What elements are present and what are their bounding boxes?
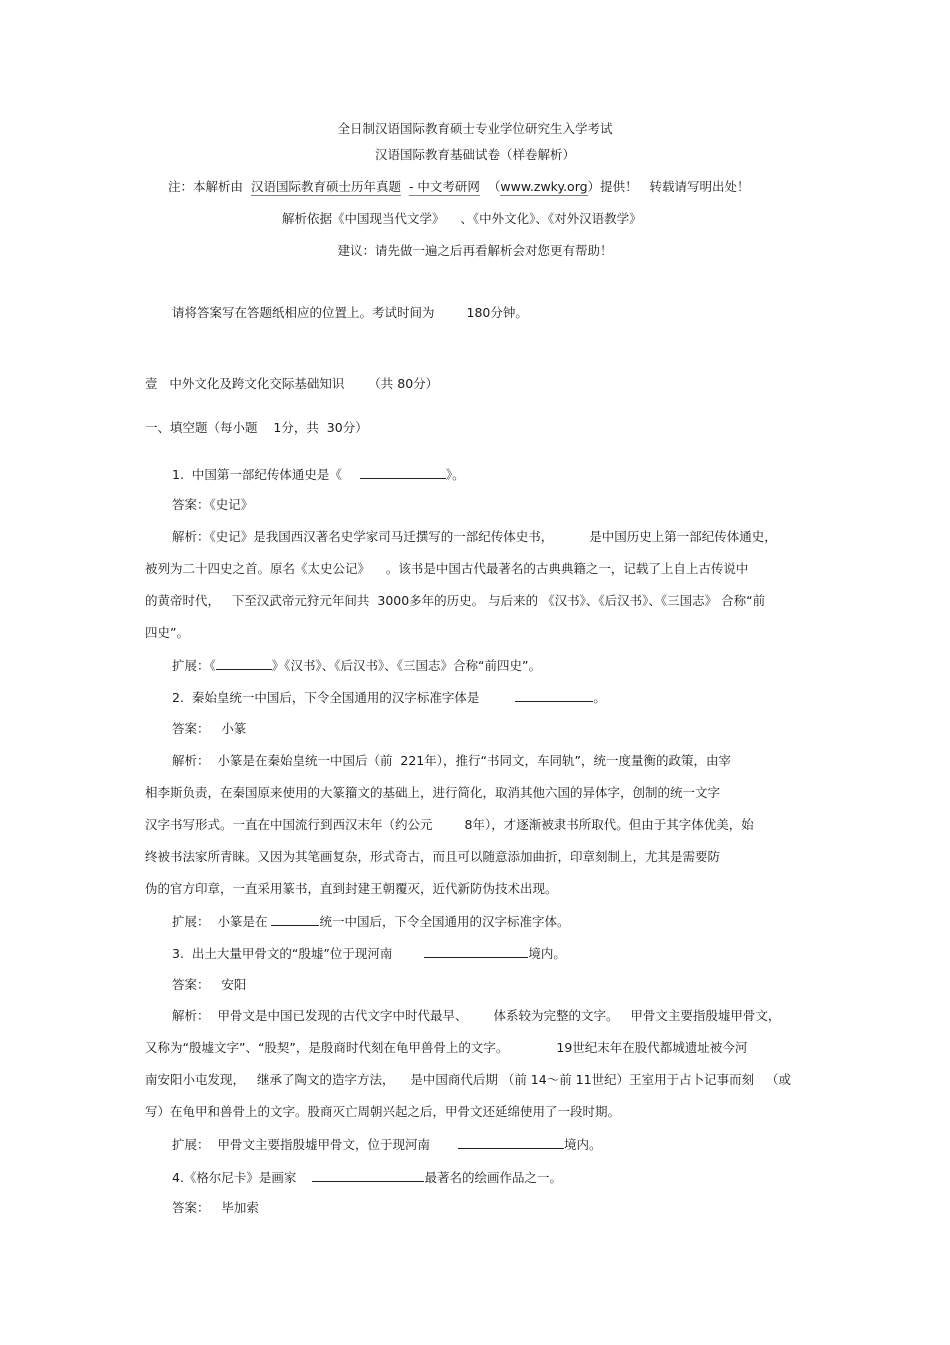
- question-3: [172, 945, 566, 962]
- past-exams-link[interactable]: 汉语国际教育硕士历年真题: [250, 179, 401, 194]
- answer-blank: [424, 945, 528, 958]
- answer-3: 答案： 安阳: [172, 977, 247, 992]
- part-title: 壹 中外文化及跨文化交际基础知识: [145, 376, 345, 391]
- answer-blank: [515, 689, 593, 702]
- explanation-text: 解析： 小篆是在秦始皇统一中国后（前: [172, 753, 393, 768]
- explanation-1-line-3: [145, 593, 765, 609]
- extension-2: [172, 913, 569, 930]
- explanation-1-line-4: 四史”。: [145, 625, 189, 640]
- question-4-text: 4.《格尔尼卡》是画家: [172, 1170, 297, 1185]
- explanation-1-line-2: [145, 561, 748, 577]
- extension-text: 扩展： 甲骨文主要指殷墟甲骨文，位于现河南: [172, 1137, 430, 1152]
- explanation-text: 的黄帝时代， 下至汉武帝元狩元年间共: [145, 593, 370, 608]
- explanation-text: 南安阳小屯发现，: [145, 1072, 246, 1087]
- answer-blank: [271, 913, 319, 926]
- answer-blank: [312, 1169, 424, 1182]
- question-3-text: 3. 出土大量甲骨文的“殷墟”位于现河南: [172, 946, 393, 961]
- answer-blank: [360, 466, 446, 479]
- explanation-3-line-2: [145, 1040, 747, 1056]
- question-2-text: 2. 秦始皇统一中国后，下令全国通用的汉字标准字体是: [172, 690, 480, 705]
- exam-duration: 180分钟。: [466, 305, 528, 320]
- answer-2: 答案： 小篆: [172, 721, 247, 736]
- question-1: [172, 466, 465, 483]
- explanation-text: 被列为二十四史之首。原名《太史公记》: [145, 561, 371, 576]
- answer-blank: [216, 657, 272, 670]
- explanation-text: 汉字书写形式。一直在中国流行到西汉末年（约公元: [145, 817, 433, 832]
- explanation-2-line-2: 相李斯负责，在秦国原来使用的大篆籀文的基础上，进行简化，取消其他六国的异体字，创制的统一文字: [145, 785, 721, 800]
- explanation-1-line-1: [172, 529, 777, 545]
- note-paren-open: （: [487, 179, 501, 194]
- question-1-text: 1. 中国第一部纪传体通史是《: [172, 467, 342, 482]
- note-suffix: ）提供！ 转载请写明出处！: [587, 179, 750, 194]
- answer-blank: [458, 1136, 564, 1149]
- document-subtitle: 汉语国际教育基础试卷（样卷解析）: [374, 147, 575, 162]
- question-1-end: 》。: [445, 467, 465, 482]
- basis-part-a: 解析依据《中国现当代文学》: [282, 211, 445, 226]
- explanation-2-line-1: [172, 753, 731, 769]
- instruction-text: 请将答案写在答题纸相应的位置上。考试时间为: [172, 305, 435, 320]
- question-2: [172, 689, 606, 706]
- explanation-text: 是中国历史上第一部纪传体通史，: [589, 529, 777, 544]
- advice-line: 建议：请先做一遍之后再看解析会对您更有帮助！: [337, 243, 613, 258]
- section-heading: 一、填空题（每小题 1分，共 30分）: [145, 420, 368, 435]
- zwky-url-link[interactable]: www.zwky.org: [500, 179, 588, 194]
- extension-text: 境内。: [563, 1137, 602, 1152]
- analysis-basis: [282, 211, 642, 227]
- explanation-text: 。该书是中国古代最著名的古典典籍之一，记载了上自上古传说中: [385, 561, 749, 576]
- part-heading: [145, 376, 438, 392]
- document-title: 全日制汉语国际教育硕士专业学位研究生入学考试: [337, 121, 613, 136]
- answer-1: 答案：《史记》: [172, 497, 254, 512]
- answer-4: 答案： 毕加索: [172, 1200, 259, 1215]
- explanation-3-line-3: [145, 1072, 791, 1088]
- explanation-text: 又称为“殷墟文字”、“股契”，是殷商时代刻在龟甲兽骨上的文字。: [145, 1040, 509, 1055]
- extension-text: 》《汉书》、《后汉书》、《三国志》合称“前四史”。: [271, 658, 541, 673]
- explanation-text: （或: [766, 1072, 792, 1087]
- extension-text: 统一中国后，下令全国通用的汉字标准字体。: [319, 914, 570, 929]
- explanation-text: 3000多年的历史。 与后来的 《汉书》、《后汉书》、《三国志》 合称“前: [377, 593, 766, 608]
- explanation-text: 8年），才逐渐被隶书所取代。但由于其字体优美，始: [464, 817, 754, 832]
- question-4: [172, 1169, 562, 1186]
- explanation-2-line-3: [145, 817, 754, 833]
- exam-instruction: [172, 305, 528, 321]
- explanation-text: 19世纪末年在股代都城遗址被今河: [556, 1040, 748, 1055]
- extension-text: 扩展： 小篆是在: [172, 914, 268, 929]
- note-prefix: 注：本解析由: [168, 179, 244, 194]
- explanation-text: 体系较为完整的文字。 甲骨文主要指殷墟甲骨文，: [493, 1008, 781, 1023]
- extension-1: [172, 657, 541, 674]
- explanation-text: 221年），推行“书同文，车同轨”，统一度量衡的政策，由宰: [400, 753, 731, 768]
- part-score: （共 80分）: [368, 376, 439, 391]
- explanation-text: 继承了陶文的造字方法，: [256, 1072, 395, 1087]
- zwky-site-link[interactable]: - 中文考研网: [408, 179, 480, 194]
- basis-part-b: 、《中外文化》、《对外汉语教学》: [460, 211, 642, 226]
- question-3-end: 境内。: [528, 946, 566, 961]
- question-4-end: 最著名的绘画作品之一。: [424, 1170, 562, 1185]
- question-2-end: 。: [593, 690, 606, 705]
- extension-3: [172, 1136, 601, 1153]
- source-note: [168, 179, 749, 195]
- explanation-text: 解析： 甲骨文是中国已发现的古代文字中时代最早、: [172, 1008, 468, 1023]
- explanation-text: 是中国商代后期 （前 14～前 11世纪）王室用于占卜记事而刻: [410, 1072, 755, 1087]
- explanation-3-line-4: 写）在龟甲和兽骨上的文字。股商灭亡周朝兴起之后，甲骨文还延绵使用了一段时期。: [145, 1104, 621, 1119]
- explanation-3-line-1: [172, 1008, 780, 1024]
- explanation-2-line-5: 伪的官方印章，一直采用篆书，直到封建王朝覆灭，近代新防伪技术出现。: [145, 881, 558, 896]
- explanation-2-line-4: 终被书法家所青睐。又因为其笔画复杂，形式奇古，而且可以随意添加曲折，印章刻制上，尤其是需要防: [145, 849, 721, 864]
- extension-text: 扩展：《: [172, 658, 216, 673]
- explanation-text: 解析：《史记》是我国西汉著名史学家司马迁撰写的一部纪传体史书，: [172, 529, 554, 544]
